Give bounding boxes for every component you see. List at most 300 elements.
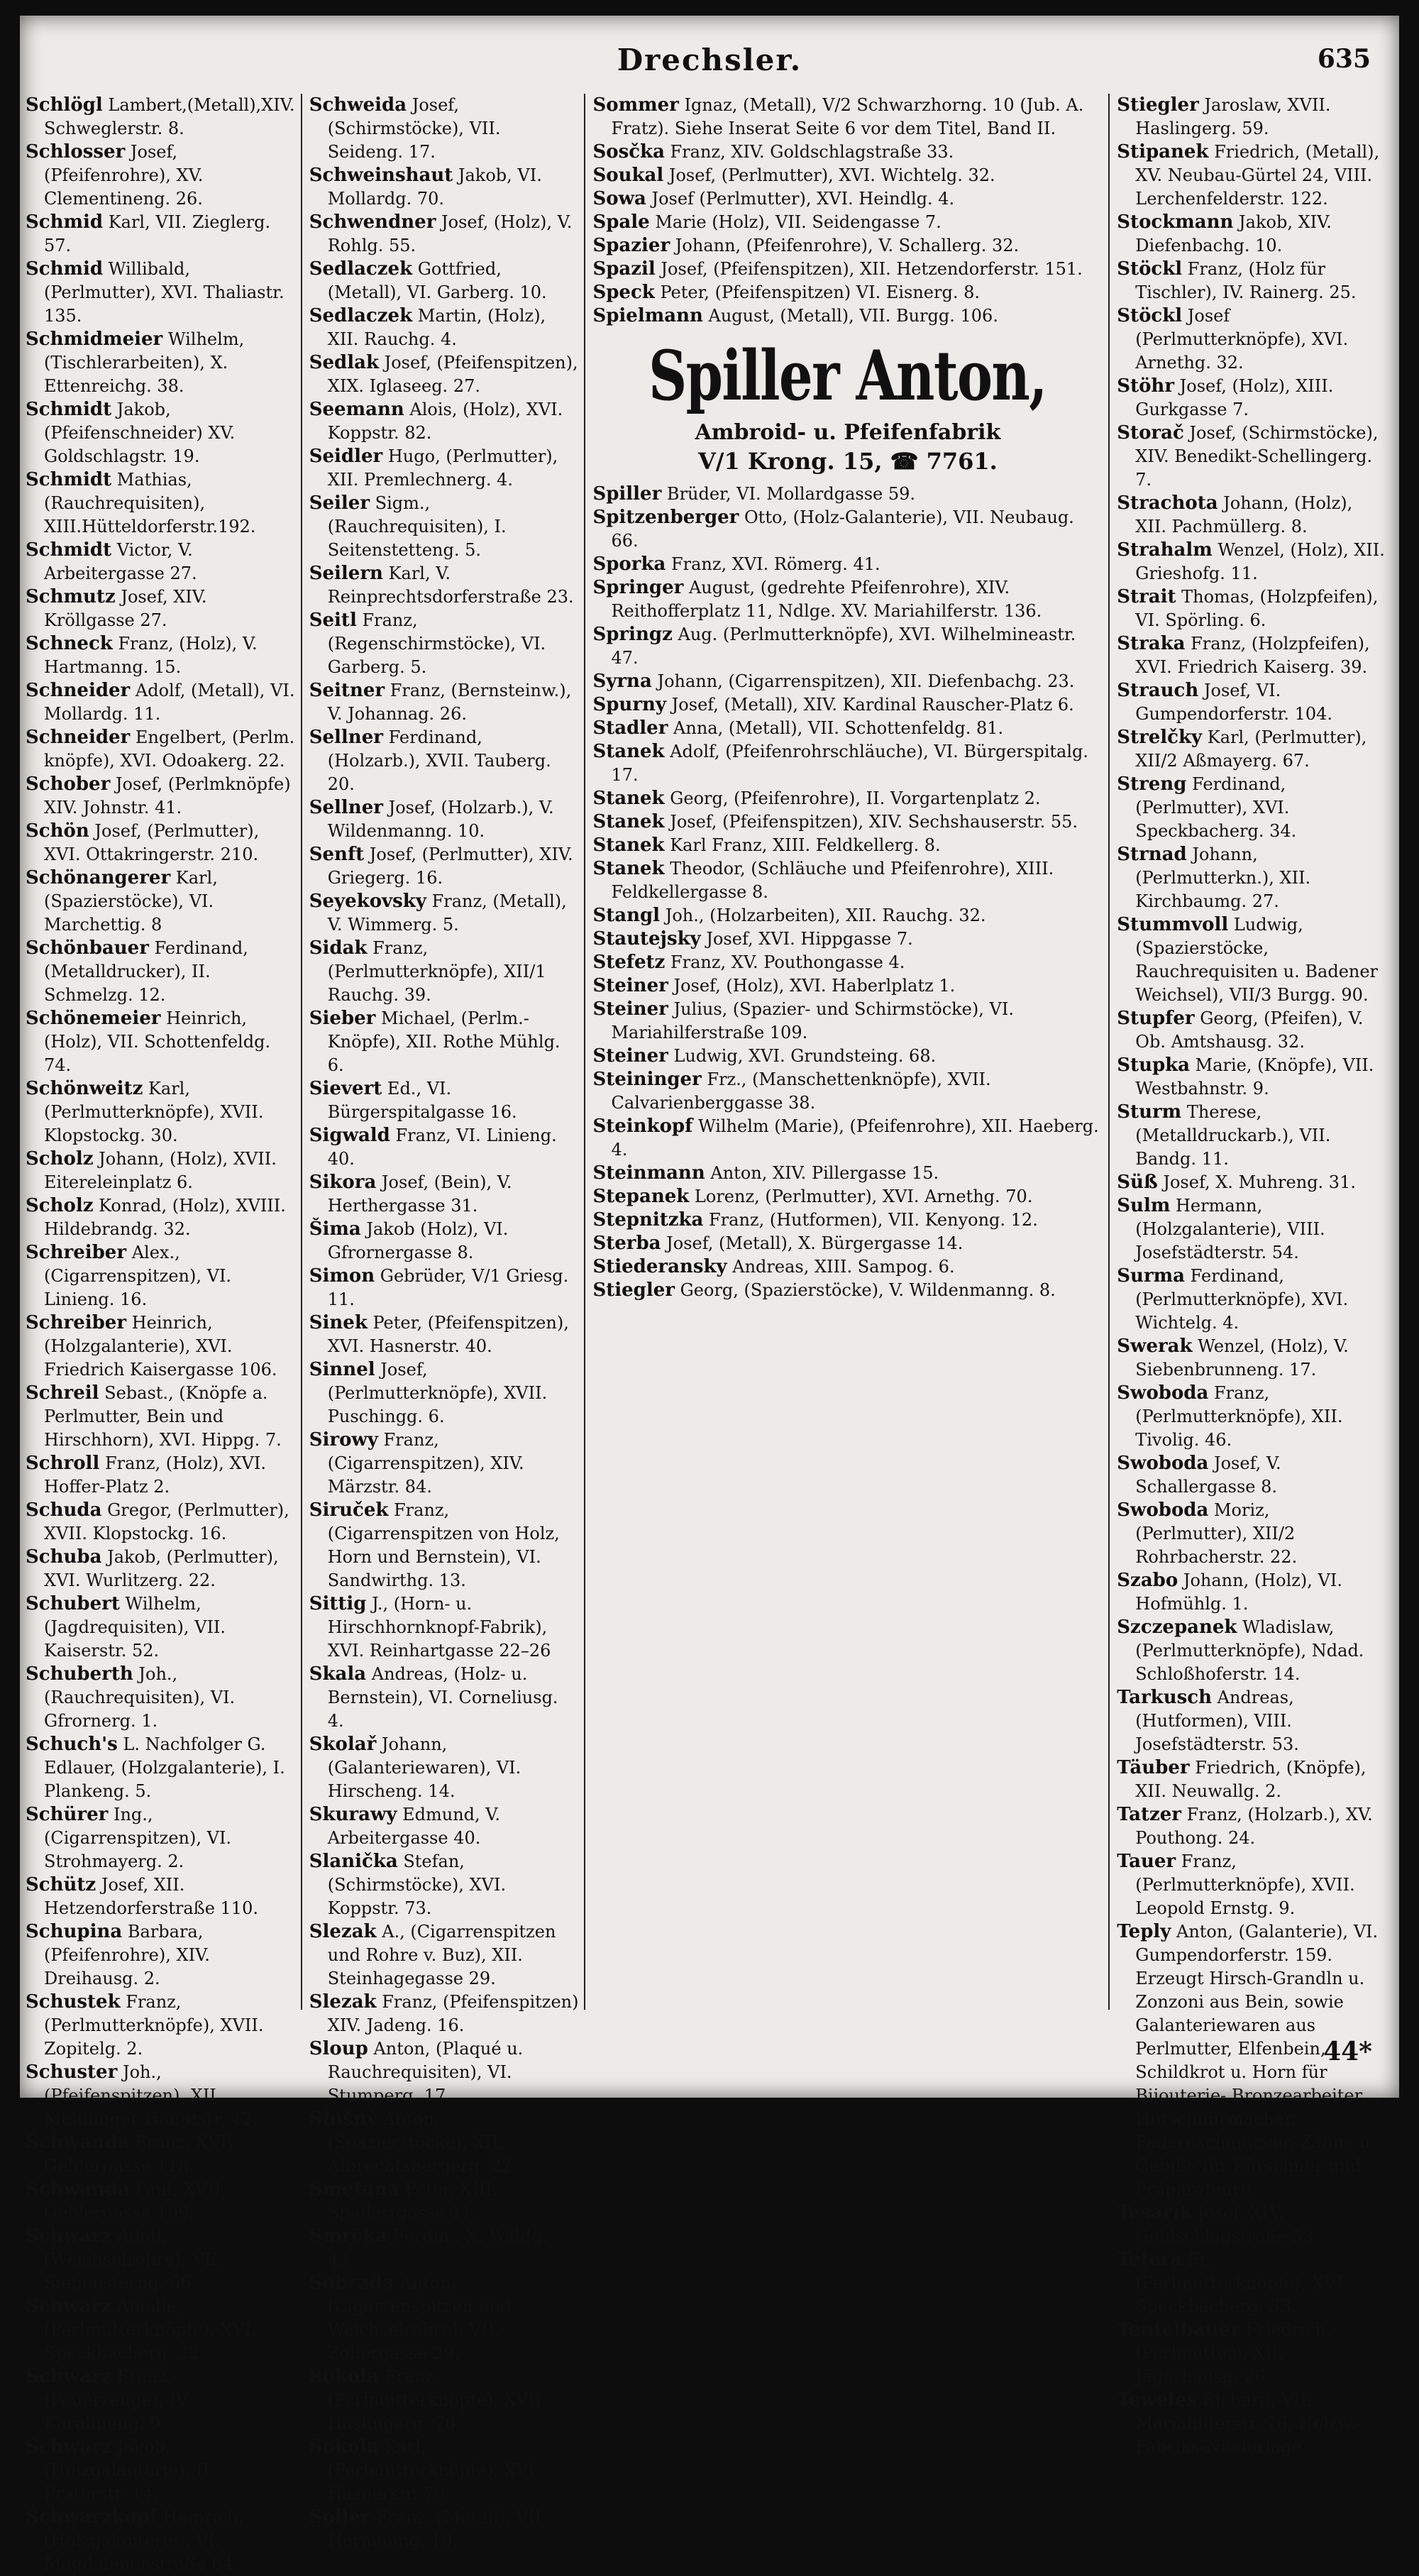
directory-entry [1117,211,1386,258]
directory-entry [309,1171,579,1218]
directory-entry [26,726,295,773]
directory-entry [26,1991,295,2061]
entry-surname: Sobrada [309,2272,394,2294]
entry-surname: Skala [309,1663,367,1685]
entry-surname: Tesařík [1117,2202,1193,2223]
directory-entry [592,670,1103,693]
directory-entry [1117,2389,1386,2459]
entry-surname: Stipanek [1117,141,1209,163]
entry-surname: Slušný [309,2108,377,2130]
directory-entry [592,553,1103,576]
directory-entry [309,890,579,937]
entry-details: Josef, (Schirmstöcke), VII. Seideng. 17. [327,95,501,162]
entry-details: Josef, (Schirmstöcke), XIV. Benedikt-Schellingerg. 7. [1135,423,1379,490]
entry-surname: Teweles [1117,2389,1198,2411]
directory-entry [26,2131,295,2178]
entry-surname: Schmidt [26,539,112,561]
directory-entry [309,726,579,796]
directory-entry [592,164,1103,187]
entry-details: Franz, VI. Linieng. 40. [327,1125,557,1169]
entry-details: Moriz, (Perlmutter), XII/2 Rohrbacherstr. 22. [1135,1500,1298,1567]
entry-surname: Scholz [26,1195,94,1216]
directory-entry [26,258,295,328]
directory-entry [1117,726,1386,773]
directory-entry [26,1499,295,1546]
directory-entry [592,623,1103,670]
directory-entry [1117,422,1386,492]
directory-entry [592,1068,1103,1115]
entry-details: Franz, (Hutformen), VII. Kenyong. 12. [703,1210,1038,1230]
entry-surname: Soller [309,2506,370,2528]
entry-surname: Schönweitz [26,1078,143,1099]
entry-surname: Schmidt [26,469,112,490]
entry-surname: Tetera [1117,2249,1183,2270]
entry-details: Aug. (Perlmutterknöpfe), XVI. Wilhelmineastr. 47. [611,624,1076,668]
entry-details: Franz, (Metall), VII. Hermanng. 19. [327,2507,548,2550]
entry-details: Josef, (Holz), V. Rohlg. 55. [327,212,573,255]
entry-details: Barbara, (Pfeifenrohre), XIV. Dreihausg. 2. [44,1922,210,1988]
entry-details: Richard, VII. Mariahilferstr. 76, Holzw.-Fabriks-Niederlage. [1135,2390,1362,2457]
entry-details: Ed., VI. Bürgerspitalgasse 16. [327,1079,517,1122]
entry-details: Ferdinand, (Holzarb.), XVII. Tauberg. 20. [327,727,551,794]
entry-details: Joh., (Pfeifenspitzen), XII. Meidlinger Hauptstr. 42. [44,2062,258,2129]
entry-details: Johann, (Holz), XVII. Eitereleinplatz 6. [44,1149,277,1192]
directory-entry [592,187,1103,211]
entry-details: Franz, (Pfeifenspitzen) XIV. Jadeng. 16. [327,1992,579,2035]
entry-surname: Schütz [26,1874,96,1895]
advertisement [592,334,1103,475]
directory-entry [1117,632,1386,679]
directory-entry [26,866,295,937]
entry-details: Josef, (Perlmutter), XVI. Wichtelg. 32. [663,165,995,185]
entry-surname: Sinek [309,1312,368,1333]
directory-entry [26,632,295,679]
entry-details: Michael, (Perlm.-Knöpfe), XII. Rothe Mühlg. 6. [327,1008,561,1075]
page-number: 635 [1317,44,1371,74]
entry-details: Franz, (Bernsteinw.), V. Johannag. 26. [327,681,572,724]
entry-details: Johann, (Pfeifenrohre), V. Schallerg. 32. [670,236,1020,255]
entry-surname: Sigwald [309,1125,390,1146]
directory-entry [1117,141,1386,211]
entry-surname: Stanek [592,741,665,762]
advertisement-name: Spiller Anton, [648,336,1047,416]
entry-details: Heinrich, (Holz), VII. Schottenfeldg. 74. [44,1008,271,1075]
entry-surname: Slezak [309,1921,377,1942]
entry-details: Sebast., (Knöpfe a. Perlmutter, Bein und Hirschhorn), XVI. Hippg. 7. [44,1383,282,1450]
entry-details: Ferdinand, (Perlmutterknöpfe), XVI. Wichtelg. 4. [1135,1266,1349,1333]
directory-entry [1117,539,1386,585]
entry-surname: Stöckl [1117,258,1183,280]
directory-entry [1117,2201,1386,2248]
directory-entry [309,1991,579,2037]
entry-surname: Sokola [309,2366,379,2387]
entry-surname: Seitner [309,680,385,701]
entry-surname: Schwarz [26,2436,112,2457]
entry-surname: Spiller [592,483,662,505]
entry-surname: Šima [309,1218,361,1240]
entry-surname: Stupfer [1117,1008,1195,1029]
entry-details: Julius, (Spazier- und Schirmstöcke), VI. Mariahilferstraße 109. [611,999,1014,1042]
directory-entry [592,1279,1103,1302]
entry-surname: Surma [1117,1265,1186,1287]
entry-details: Franz, (Perlmutterknöpfe), XII/1 Rauchg. 39. [327,938,546,1005]
directory-entry [309,1733,579,1803]
entry-details: August, (Metall), VII. Burgg. 106. [702,306,998,326]
directory-entry [592,974,1103,998]
entry-details: Franz, (Cigarrenspitzen), XIV. Märzstr. 84. [327,1430,524,1497]
entry-surname: Sloup [309,2038,368,2059]
directory-entry [1117,1569,1386,1616]
entry-details: Josef, (Bein), V. Herthergasse 31. [327,1172,512,1216]
entry-surname: Schwanda [26,2179,130,2200]
entry-details: Franz, (Holzarb.), XV. Pouthong. 24. [1135,1805,1373,1848]
entry-surname: Spielmann [592,305,703,326]
directory-entry [592,211,1103,234]
entry-surname: Schweida [309,94,407,116]
entry-surname: Stanek [592,811,665,832]
entry-surname: Schönangerer [26,867,171,888]
entry-surname: Slanička [309,1851,398,1872]
entry-details: Johann, (Perlmutterkn.), XII. Kirchbaumg. 27. [1135,844,1311,911]
entry-surname: Schreil [26,1382,99,1404]
entry-surname: Storač [1117,422,1184,444]
entry-details: Josef, (Perlmutter), XIV. Griegerg. 16. [327,844,573,888]
entry-surname: Stepnitzka [592,1209,704,1231]
entry-surname: Stanek [592,835,665,856]
entry-details: Anna, (Metall), VII. Schottenfeldg. 81. [668,718,1004,738]
entry-surname: Strelčky [1117,727,1203,748]
entry-surname: Schwarzkopf [26,2506,158,2528]
directory-entry [1117,1101,1386,1171]
directory-entry [309,1429,579,1499]
entry-details: Andreas, XIII. Sampog. 6. [727,1257,955,1277]
directory-entry [592,1045,1103,1068]
entry-surname: Speck [592,282,655,303]
entry-surname: Stockmann [1117,211,1234,233]
entry-details: Josef, XII. Hetzendorferstraße 110. [44,1875,258,1918]
directory-entry [309,2506,579,2553]
directory-entry [592,810,1103,834]
entry-details: Gebrüder, V/1 Griesg. 11. [327,1266,569,1309]
entry-details: Josef, (Metall), X. Bürgergasse 14. [661,1233,964,1253]
entry-details: Wladislaw, (Perlmutterknöpfe), Ndad. Schloßhoferstr. 14. [1135,1617,1364,1684]
entry-details: Karl, (Perlmutter), XII/2 Aßmayerg. 67. [1135,727,1367,771]
entry-surname: Schuda [26,1499,102,1521]
directory-entry [592,94,1103,141]
directory-entry [309,2435,579,2506]
entry-surname: Schupina [26,1921,123,1942]
entry-surname: Seilern [309,563,383,584]
directory-entry [26,2061,295,2131]
entry-surname: Sedlak [309,352,379,373]
entry-details: Franz, XIV. Goldschlagstraße 33. [664,142,954,162]
directory-entry [592,904,1103,928]
entry-surname: Stöckl [1117,305,1183,326]
directory-entry [309,94,579,164]
directory-entry [309,1265,579,1311]
entry-surname: Schubert [26,1593,120,1614]
directory-entry [309,1311,579,1358]
entry-surname: Sulm [1117,1195,1171,1216]
entry-details: Sigm., (Rauchrequisiten), I. Seitenstetteng. 5. [327,493,507,560]
directory-entry [26,1733,295,1803]
entry-surname: Schwarz [26,2366,112,2387]
directory-entry [592,1255,1103,1279]
entry-surname: Skolař [309,1734,377,1755]
entry-details: Franz, (Feuerzeuge), IV. Karolineng. 9. [44,2367,191,2433]
entry-details: Theodor, (Schläuche und Pfeifenrohre), XIII. Feldkellergasse 8. [611,859,1054,902]
directory-entry [309,1007,579,1077]
entry-details: Peter, XIII. Spallartgasse 11. [327,2179,498,2223]
entry-details: Josef, (Pfeifenspitzen), XIV. Sechshauserstr. 55. [664,812,1078,832]
directory-entry [592,1162,1103,1185]
entry-surname: Sikora [309,1172,377,1193]
directory-entry [592,1185,1103,1209]
directory-entry [592,693,1103,717]
entry-details: Adolf, (Weichselrohre), VII. Siebensterng. 56. [44,2226,223,2293]
entry-surname: Teply [1117,1921,1171,1942]
entry-details: Alex., (Cigarrenspitzen), VI. Linieng. 16. [44,1243,232,1309]
entry-details: Anton, (Plaqué u. Rauchrequisiten), VI. Stumperg. 17. [327,2039,524,2106]
entry-surname: Siruček [309,1499,389,1521]
entry-surname: Swoboda [1117,1382,1209,1404]
entry-details: Josef, (Metall), XIV. Kardinal Rauscher-Platz 6. [666,695,1074,715]
entry-surname: Schönemeier [26,1008,161,1029]
entry-surname: Schwendner [309,211,436,233]
directory-entry [592,576,1103,623]
entry-surname: Steinmann [592,1162,705,1184]
entry-details: Franz, (Holz), XVI. Hoffer-Platz 2. [44,1453,266,1497]
directory-entry [1117,1616,1386,1686]
entry-surname: Schuch's [26,1734,118,1755]
directory-entry [26,2295,295,2365]
entry-surname: Schneck [26,633,113,654]
entry-surname: Stupka [1117,1055,1191,1076]
entry-details: Josef, VI. Gumpendorferstr. 104. [1135,681,1333,724]
directory-entry [26,820,295,866]
entry-surname: Spale [592,211,650,233]
entry-surname: Schönbauer [26,937,149,959]
directory-entry [1117,843,1386,913]
entry-details: Josef, (Perlmknöpfe) XIV. Johnstr. 41. [44,774,291,818]
entry-surname: Sosčka [592,141,665,163]
entry-details: Josef, (Pfeifenspitzen), XIX. Iglaseeg. 27. [327,353,578,396]
directory-entry [26,937,295,1007]
directory-entry [26,585,295,632]
entry-details: Franz, XVII. Geblergasse 118. [44,2132,240,2176]
entry-details: Johann, (Holz), VI. Hofmühlg. 1. [1135,1570,1342,1614]
directory-entry [1117,94,1386,141]
directory-entry [592,1209,1103,1232]
directory-entry [26,94,295,141]
directory-entry [309,351,579,398]
entry-surname: Steiner [592,1045,668,1067]
entry-surname: Schmid [26,211,104,233]
entry-surname: Soukal [592,165,664,186]
entry-details: Josef, V. Schallergasse 8. [1135,1453,1281,1497]
directory-page [20,16,1399,2574]
entry-details: Ferdin., X. Waldg. 43. [327,2226,548,2269]
directory-entry [309,1920,579,1991]
directory-entry [592,506,1103,553]
entry-surname: Sokola [309,2436,379,2457]
entry-surname: Simon [309,1265,375,1287]
entry-details: Josef, (Perlmutterknöpfe), XVII. Puschingg. 6. [327,1360,548,1426]
directory-entry [1117,1499,1386,1569]
directory-entry [592,234,1103,258]
directory-entry [26,1592,295,1663]
entry-surname: Skurawy [309,1804,397,1825]
entry-details: Paul, XVII. Geblergasse 109. [44,2179,227,2223]
advertisement-business: Ambroid- u. Pfeifenfabrik [695,420,1001,445]
entry-surname: Tarkusch [1117,1687,1212,1708]
entry-surname: Sterba [592,1233,661,1254]
directory-entry [26,328,295,398]
entry-surname: Stanek [592,788,665,809]
directory-entry [26,773,295,820]
directory-entry [26,1920,295,1991]
directory-entry [1117,1171,1386,1194]
entry-details: Jakob, (Perlmutter), XVI. Wurlitzerg. 22. [44,1547,279,1590]
entry-surname: Strachota [1117,492,1218,514]
directory-entry [26,1007,295,1077]
directory-entry [309,164,579,211]
directory-entry [309,1218,579,1265]
directory-entry [592,304,1103,328]
directory-entry [26,1382,295,1452]
directory-entry [309,211,579,258]
entry-surname: Szczepanek [1117,1617,1237,1638]
directory-entry [309,304,579,351]
entry-surname: Schmid [26,258,104,280]
entry-details: Franz, (Metall), V. Wimmerg. 5. [327,891,567,935]
entry-details: Jaroslaw, XVII. Haslingerg. 59. [1135,95,1331,138]
entry-details: Ferdinand, (Metalldrucker), II. Schmelzg. 12. [44,938,248,1005]
entry-surname: Schwarz [26,2296,112,2317]
entry-surname: Schustek [26,1991,121,2013]
directory-entry [309,258,579,304]
entry-surname: Sedlaczek [309,258,413,280]
page-title: Drechsler. [617,43,802,77]
advertisement-address: V/1 Krong. 15, ☎ 7761. [697,448,998,475]
entry-details: Friedrich, (Perlmutter), XII. Jägerhausg. 26. [1135,2320,1332,2387]
entry-details: Anton, (Spazierstöcke), XII. Albrechtsbergerg. 22. [327,2109,518,2176]
directory-entry [592,1232,1103,1255]
entry-details: Willibald,(Perlmutter), XVI. Thaliastr. 135. [44,259,285,326]
entry-details: Franz, (Perlmutterknöpfe), XVII. Haslingerg. 70. [327,2367,548,2433]
entry-details: Karl, (Perlmutterknöpfe), XVI. Hasnerstr. 79. [327,2437,541,2504]
entry-details: Karl, (Spazierstöcke), VI. Marchettig. 8 [44,868,218,935]
entry-surname: Stefetz [592,952,666,973]
directory-entry [1117,375,1386,422]
entry-details: Karl, V. Reinprechtsdorferstraße 23. [327,563,574,607]
entry-details: Wilhelm, (Tischlerarbeiten), X. Ettenreichg. 38. [44,329,245,396]
entry-details: Franz, (Holzpfeifen), XVI. Friedrich Kaiserg. 39. [1135,634,1370,677]
directory-entry [309,609,579,679]
directory-entry [1117,492,1386,539]
entry-details: Georg, (Pfeifen), V. Ob. Amtshausg. 32. [1135,1008,1364,1052]
entry-details: Josef (Perlmutter), XVI. Heindlg. 4. [646,189,955,209]
directory-entry [26,1077,295,1147]
entry-details: Georg, (Pfeifenrohre), II. Vorgartenplatz 2. [664,788,1041,808]
entry-details: Jakob, (Holzgalanterie), II. Praterstr. 14. [44,2437,215,2504]
entry-surname: Scholz [26,1148,94,1169]
directory-entry [592,834,1103,857]
directory-entry [592,787,1103,810]
entry-details: Anton, XIV. Pillergasse 15. [705,1163,939,1183]
entry-details: Franz, XVI. Römerg. 41. [666,554,880,574]
column-2 [309,94,586,2550]
entry-surname: Süß [1117,1172,1158,1193]
entry-details: Franz, XV. Pouthongasse 4. [665,952,905,972]
entry-surname: Sturm [1117,1101,1182,1123]
entry-surname: Sommer [592,94,679,116]
entry-details: Jakob (Holz), VI. Gfrornergasse 8. [327,1219,509,1262]
directory-entry [592,483,1103,506]
directory-entry [309,1850,579,1920]
entry-surname: Streng [1117,774,1187,795]
entry-surname: Seyekovsky [309,891,426,912]
entry-details: Hermann, (Holzgalanterie), VIII. Josefstädterstr. 54. [1135,1196,1325,1262]
entry-details: Josef, (Pfeifenspitzen), XII. Hetzendorferstr. 151. [655,259,1083,279]
directory-entry [309,796,579,843]
entry-surname: Schlögl [26,94,103,116]
directory-entry [309,2272,579,2365]
entry-details: Hugo, (Perlmutter), XII. Premlechnerg. 4. [327,446,558,490]
entry-details: Josef, (Holzarb.), V. Wildenmanng. 10. [327,798,554,841]
entry-details: Martin, (Holz), XII. Rauchg. 4. [327,306,546,349]
directory-entry [26,539,295,585]
entry-details: Engelbert, (Perlm. knöpfe), XVI. Odoakerg. 22. [44,727,295,771]
entry-details: Anton, (Cigarrenspitzen und Weichselrohre), VII. Zollergasse 29. [327,2273,512,2363]
entry-surname: Schlosser [26,141,126,163]
entry-details: L. Nachfolger G. Edlauer, (Holzgalanterie), I. Plankeng. 5. [44,1734,285,1801]
entry-surname: Steininger [592,1069,702,1090]
entry-surname: Schuster [26,2062,118,2083]
entry-surname: Sowa [592,188,646,209]
entry-surname: Schwanda [26,2132,130,2153]
entry-details: Andreas, (Hutformen), VIII. Josefstädterstr. 53. [1135,1688,1299,1754]
entry-surname: Straka [1117,633,1186,654]
entry-details: Otto, (Holz-Galanterie), VII. Neubaug. 66. [611,507,1074,551]
entry-surname: Stummvoll [1117,914,1229,935]
directory-entry [592,1115,1103,1162]
entry-surname: Schmutz [26,586,116,607]
entry-details: Wenzel, (Holz), XII. Grieshofg. 11. [1135,540,1385,583]
entry-surname: Stiederansky [592,1256,727,1277]
directory-entry [309,398,579,445]
directory-entry [26,2435,295,2506]
directory-entry [309,2178,579,2225]
directory-entry [1117,1452,1386,1499]
entry-details: Josef, (Pfeifenrohre), XV. Clementineng. 26. [44,142,204,209]
entry-details: Heinrich, (Holzgalanterie), VI. Magdalenenstraße 64. [44,2507,244,2574]
entry-surname: Steinkopf [592,1116,693,1137]
directory-entry [1117,1007,1386,1054]
entry-details: Amalie, (Perlmutterknöpfe), XVI. Speckbacherg. 22. [44,2296,258,2363]
directory-entry [309,445,579,492]
entry-details: Brüder, VI. Mollardgasse 59. [661,484,916,504]
directory-entry [1117,1803,1386,1850]
entry-details: Anton, (Galanterie), VI. Gumpendorferstr. 159. Erzeugt Hirsch-Grandln u. Zonzoni aus Bein, sowie Galanteriewaren aus Perlmutter, Elfenbein, Schildkrot u. Horn für Bijouterie- Bronzearbeiter, Hutschnürmacher, Federnschmücker, Zähne u. Gebiße für Kürschner und Präparateure. [1135,1922,1379,2199]
entry-details: Alois, (Holz), XVI. Koppstr. 82. [327,400,563,443]
entry-details: Wilhelm, (Jagdrequisiten), VII. Kaiserstr. 52. [44,1594,226,1661]
entry-surname: Täuber [1117,1757,1190,1778]
directory-entry [26,1241,295,1311]
directory-entry [1117,913,1386,1007]
entry-details: Joh., (Holzarbeiten), XII. Rauchg. 32. [660,906,986,925]
directory-entry [309,1124,579,1171]
